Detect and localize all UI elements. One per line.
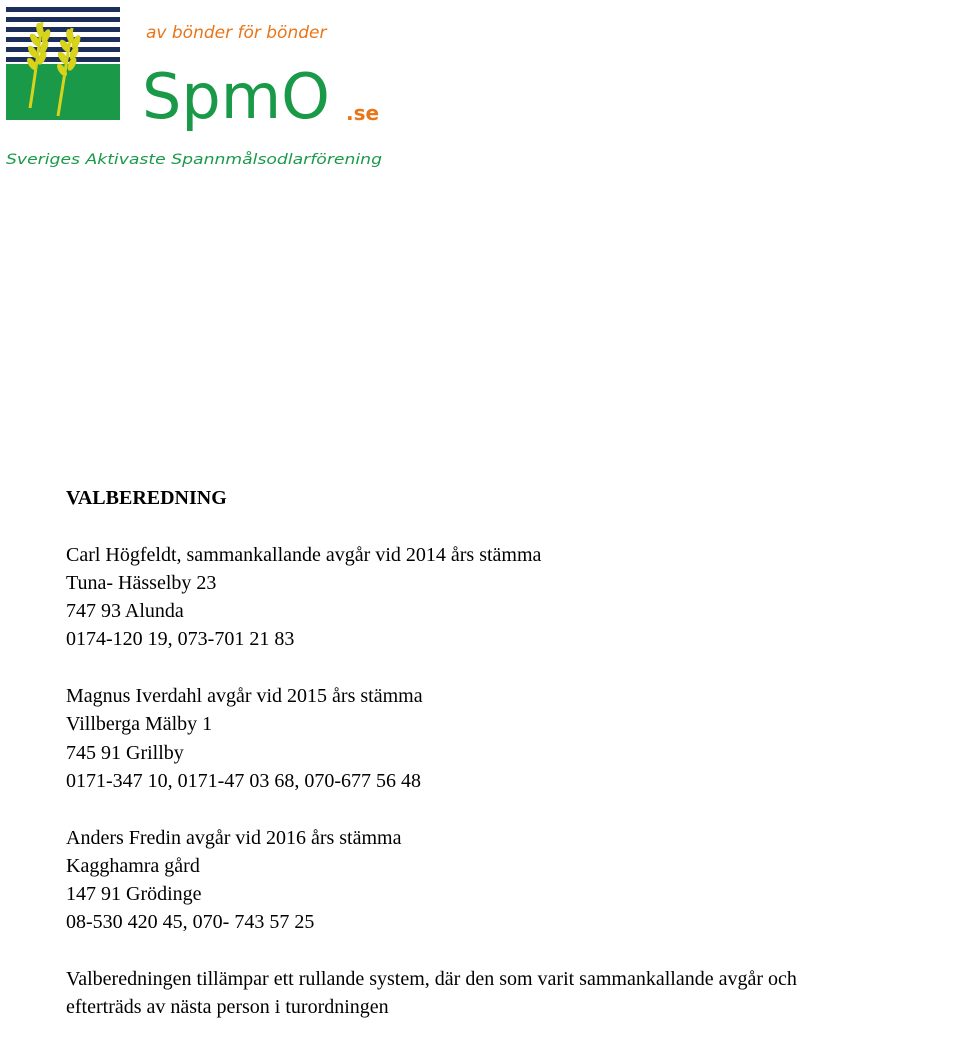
member-block bbox=[66, 824, 960, 937]
member-postal-line: 745 91 Grillby bbox=[66, 741, 184, 764]
member-phone-line: 0174-120 19, 073-701 21 83 bbox=[66, 628, 295, 651]
member-postal-line: 147 91 Grödinge bbox=[66, 883, 202, 906]
member-name-line: Anders Fredin avgår vid 2016 års stämma bbox=[66, 826, 402, 849]
member-postal-line: 747 93 Alunda bbox=[66, 600, 184, 623]
spacer bbox=[66, 795, 960, 823]
member-block bbox=[66, 541, 960, 654]
member-block bbox=[66, 682, 960, 795]
member-phone-line: 08-530 420 45, 070- 743 57 25 bbox=[66, 911, 315, 934]
member-phone-line: 0171-347 10, 0171-47 03 68, 070-677 56 48 bbox=[66, 769, 421, 792]
spacer bbox=[66, 937, 960, 965]
document-body bbox=[66, 484, 960, 1022]
member-name-line: Magnus Iverdahl avgår vid 2015 års stämma bbox=[66, 685, 423, 708]
page-title: VALBEREDNING bbox=[66, 487, 227, 509]
member-address-line: Kagghamra gård bbox=[66, 854, 200, 877]
spacer bbox=[66, 654, 960, 682]
logo-brand: SpmO bbox=[142, 60, 330, 133]
member-name-line: Carl Högfeldt, sammankallande avgår vid 2014 års stämma bbox=[66, 543, 542, 566]
logo-domain: .se bbox=[346, 101, 380, 125]
rotation-note bbox=[66, 965, 960, 1022]
spacer bbox=[66, 512, 960, 540]
spmo-logo bbox=[0, 0, 400, 185]
logo-subtitle: Sveriges Aktivaste Spannmålsodlarförening bbox=[6, 152, 323, 168]
member-address-line: Villberga Mälby 1 bbox=[66, 713, 213, 736]
logo-tagline: av bönder för bönder bbox=[146, 23, 327, 43]
member-address-line: Tuna- Hässelby 23 bbox=[66, 571, 217, 594]
note-line: Valberedningen tillämpar ett rullande system, där den som varit sammankallande avgår och bbox=[66, 968, 797, 991]
note-line: efterträds av nästa person i turordningen bbox=[66, 996, 389, 1019]
